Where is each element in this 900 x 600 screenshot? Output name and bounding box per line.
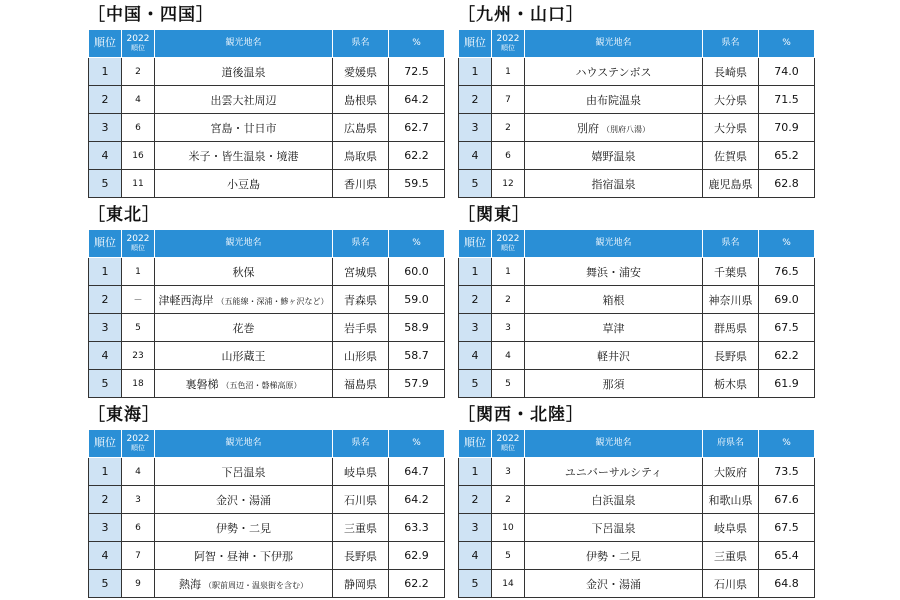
table-header-row [89,30,445,58]
prev-rank-header [492,430,525,458]
pct-cell: 65.2 [759,142,815,170]
pref-cell: 千葉県 [703,258,759,286]
spot-cell [155,514,333,542]
pref-cell: 長崎県 [703,58,759,86]
pref-cell: 長野県 [333,542,389,570]
spot-name: 道後温泉 [221,65,266,79]
spot-name: 宮島・廿日市 [210,121,277,135]
table-row [89,542,445,570]
spot-header: 観光地名 [155,30,333,58]
table-row [89,486,445,514]
prev-rank-cell: 7 [492,86,525,114]
prev-rank-cell: 7 [122,542,155,570]
pct-cell: 76.5 [759,258,815,286]
spot-cell [525,286,703,314]
rank-cell: 5 [459,370,492,398]
rank-header: 順位 [459,30,492,58]
spot-name: 小豆島 [227,177,260,191]
pct-cell: 65.4 [759,542,815,570]
table-row [459,170,815,198]
spot-cell [525,58,703,86]
ranking-table [458,29,815,198]
rank-cell: 4 [459,542,492,570]
pref-cell: 鳥取県 [333,142,389,170]
rank-header: 順位 [89,430,122,458]
rank-cell: 3 [89,314,122,342]
pct-cell: 64.2 [389,86,445,114]
pct-cell: 64.8 [759,570,815,598]
spot-header: 観光地名 [155,230,333,258]
spot-cell [525,570,703,598]
prev-rank-cell: 1 [492,258,525,286]
table-row [459,486,815,514]
prev-rank-cell: 5 [492,542,525,570]
prev-rank-header [492,230,525,258]
pct-cell: 63.3 [389,514,445,542]
table-header-row [89,230,445,258]
spot-cell [155,370,333,398]
table-row [459,58,815,86]
ranking-table [458,429,815,598]
prev-rank-cell: 2 [122,58,155,86]
prev-rank-cell: 2 [492,114,525,142]
rank-cell: 1 [89,458,122,486]
pct-cell: 57.9 [389,370,445,398]
prev-rank-header-label: 順位 [131,43,145,52]
pref-cell: 神奈川県 [703,286,759,314]
prev-rank-header-label: 順位 [501,43,515,52]
rank-cell: 4 [459,342,492,370]
table-row [459,542,815,570]
spot-name: 出雲大社周辺 [210,93,277,107]
pct-cell: 70.9 [759,114,815,142]
pct-cell: 64.2 [389,486,445,514]
rank-cell: 4 [89,542,122,570]
region-panel [458,3,814,198]
rank-header: 順位 [89,230,122,258]
pref-cell: 福島県 [333,370,389,398]
pct-cell: 62.7 [389,114,445,142]
spot-name: 草津 [602,321,625,335]
spot-cell [525,486,703,514]
prev-rank-cell: － [122,286,155,314]
spot-name: 下呂温泉 [221,465,266,479]
table-row [459,142,815,170]
region-panel [88,403,444,598]
pref-header: 県名 [333,230,389,258]
prev-rank-cell: 6 [492,142,525,170]
prev-rank-cell: 10 [492,514,525,542]
prev-rank-header [492,30,525,58]
pct-cell: 59.5 [389,170,445,198]
spot-header: 観光地名 [525,30,703,58]
region-panel [458,203,814,398]
table-row [459,86,815,114]
spot-cell [155,58,333,86]
ranking-table [458,229,815,398]
rank-header: 順位 [89,30,122,58]
pref-cell: 青森県 [333,286,389,314]
pref-cell: 山形県 [333,342,389,370]
table-row [89,458,445,486]
region-panel [88,3,444,198]
prev-rank-header-year: 2022 [126,433,150,444]
rank-cell: 3 [459,314,492,342]
pct-cell: 67.5 [759,314,815,342]
table-row [89,342,445,370]
spot-cell [155,286,333,314]
spot-cell [155,342,333,370]
prev-rank-cell: 3 [492,314,525,342]
region-title: ［九州・山口］ [458,5,584,25]
spot-cell [525,514,703,542]
rank-cell: 3 [89,514,122,542]
pct-cell: 59.0 [389,286,445,314]
pref-cell: 大分県 [703,114,759,142]
spot-note: （五色沼・磐梯高原） [221,380,302,390]
rank-cell: 5 [89,570,122,598]
spot-cell [155,314,333,342]
prev-rank-cell: 4 [122,86,155,114]
pct-header: % [759,430,815,458]
pref-cell: 大分県 [703,86,759,114]
spot-cell [155,114,333,142]
region-title: ［東北］ [88,205,160,225]
table-row [89,286,445,314]
spot-cell [155,458,333,486]
rank-cell: 4 [89,342,122,370]
table-header-row [459,30,815,58]
pct-header: % [389,430,445,458]
pct-cell: 71.5 [759,86,815,114]
ranking-table [88,29,445,198]
prev-rank-header [122,230,155,258]
spot-name: 別府 [577,121,599,135]
pct-cell: 73.5 [759,458,815,486]
spot-cell [525,458,703,486]
spot-name: 米子・皆生温泉・境港 [188,149,299,163]
pref-cell: 宮城県 [333,258,389,286]
spot-cell [525,370,703,398]
spot-name: 下呂温泉 [591,521,636,535]
spot-cell [155,570,333,598]
pref-cell: 群馬県 [703,314,759,342]
spot-name: 白浜温泉 [591,493,636,507]
pct-cell: 58.7 [389,342,445,370]
prev-rank-cell: 1 [492,58,525,86]
rank-cell: 4 [459,142,492,170]
table-row [89,514,445,542]
spot-name: 箱根 [602,293,625,307]
rank-cell: 5 [459,170,492,198]
prev-rank-cell: 5 [122,314,155,342]
prev-rank-header-label: 順位 [501,443,515,452]
region-panel [88,203,444,398]
table-row [89,114,445,142]
spot-cell [525,86,703,114]
prev-rank-cell: 16 [122,142,155,170]
spot-name: 舞浜・浦安 [586,265,641,279]
pref-cell: 鹿児島県 [703,170,759,198]
table-row [89,86,445,114]
pref-header: 県名 [333,30,389,58]
spot-cell [155,86,333,114]
prev-rank-cell: 6 [122,114,155,142]
pref-cell: 佐賀県 [703,142,759,170]
prev-rank-cell: 12 [492,170,525,198]
prev-rank-header-label: 順位 [131,243,145,252]
pct-header: % [759,230,815,258]
spot-name: 由布院温泉 [586,93,641,107]
pref-cell: 岐阜県 [703,514,759,542]
spot-name: 裏磐梯 [185,377,219,391]
spot-name: 熱海 [179,577,201,591]
prev-rank-cell: 6 [122,514,155,542]
spot-name: 指宿温泉 [591,177,636,191]
spot-name: 花巻 [232,321,255,335]
rank-cell: 2 [89,286,122,314]
pct-cell: 60.0 [389,258,445,286]
prev-rank-header-year: 2022 [496,233,520,244]
table-row [89,142,445,170]
table-row [459,314,815,342]
prev-rank-header-year: 2022 [496,433,520,444]
ranking-table [88,229,445,398]
spot-cell [155,486,333,514]
prev-rank-cell: 3 [492,458,525,486]
pref-cell: 三重県 [703,542,759,570]
table-row [89,258,445,286]
pct-cell: 67.5 [759,514,815,542]
rank-cell: 2 [459,86,492,114]
spot-cell [525,114,703,142]
pref-cell: 広島県 [333,114,389,142]
spot-name: 津軽西海岸 [158,293,214,307]
prev-rank-cell: 4 [122,458,155,486]
pref-header: 県名 [703,30,759,58]
prev-rank-header [122,430,155,458]
rank-cell: 1 [459,458,492,486]
pct-header: % [759,30,815,58]
rank-cell: 5 [89,170,122,198]
prev-rank-cell: 5 [492,370,525,398]
spot-cell [525,142,703,170]
spot-header: 観光地名 [525,230,703,258]
table-row [459,114,815,142]
prev-rank-cell: 18 [122,370,155,398]
pref-cell: 大阪府 [703,458,759,486]
spot-name: 金沢・湯涌 [216,493,271,507]
rank-cell: 3 [459,114,492,142]
pct-cell: 61.9 [759,370,815,398]
pref-cell: 岩手県 [333,314,389,342]
table-row [89,370,445,398]
spot-cell [525,170,703,198]
spot-name: 伊勢・二見 [586,549,641,563]
pref-cell: 石川県 [703,570,759,598]
pct-cell: 58.9 [389,314,445,342]
pct-cell: 62.8 [759,170,815,198]
rank-header: 順位 [459,430,492,458]
pref-cell: 和歌山県 [703,486,759,514]
pct-cell: 62.2 [389,142,445,170]
prev-rank-cell: 11 [122,170,155,198]
table-row [89,570,445,598]
rank-cell: 1 [89,58,122,86]
table-row [459,370,815,398]
rank-cell: 1 [459,258,492,286]
spot-cell [155,142,333,170]
spot-name: 軽井沢 [597,349,630,363]
pct-cell: 62.2 [389,570,445,598]
table-row [459,286,815,314]
rank-cell: 1 [459,58,492,86]
prev-rank-cell: 4 [492,342,525,370]
table-row [459,258,815,286]
table-row [459,570,815,598]
pct-cell: 69.0 [759,286,815,314]
rank-cell: 3 [89,114,122,142]
table-row [459,342,815,370]
pref-cell: 愛媛県 [333,58,389,86]
pref-header: 府県名 [703,430,759,458]
pref-cell: 岐阜県 [333,458,389,486]
rank-cell: 4 [89,142,122,170]
prev-rank-cell: 14 [492,570,525,598]
rank-cell: 2 [89,86,122,114]
spot-note: （駅前周辺・温泉街を含む） [204,580,308,590]
spot-cell [525,342,703,370]
pct-cell: 67.6 [759,486,815,514]
pref-header: 県名 [703,230,759,258]
table-header-row [89,430,445,458]
prev-rank-header-label: 順位 [131,443,145,452]
pref-cell: 長野県 [703,342,759,370]
spot-name: 伊勢・二見 [216,521,271,535]
pct-cell: 62.2 [759,342,815,370]
region-title: ［関東］ [458,205,530,225]
spot-cell [525,258,703,286]
spot-name: 山形蔵王 [221,349,266,363]
spot-cell [525,542,703,570]
table-row [459,514,815,542]
spot-header: 観光地名 [155,430,333,458]
pref-cell: 石川県 [333,486,389,514]
pct-header: % [389,230,445,258]
region-panel [458,403,814,598]
rank-cell: 3 [459,514,492,542]
prev-rank-header-year: 2022 [126,233,150,244]
spot-cell [155,170,333,198]
spot-name: ハウステンボス [575,65,652,79]
pref-cell: 島根県 [333,86,389,114]
table-row [459,458,815,486]
spot-name: ユニバーサルシティ [564,465,663,479]
spot-name: 嬉野温泉 [591,149,636,163]
spot-name: 金沢・湯涌 [586,577,641,591]
prev-rank-header [122,30,155,58]
pref-cell: 三重県 [333,514,389,542]
prev-rank-header-year: 2022 [496,33,520,44]
pct-cell: 64.7 [389,458,445,486]
pref-cell: 静岡県 [333,570,389,598]
rank-cell: 1 [89,258,122,286]
spot-note: （五能線・深浦・鯵ヶ沢など） [216,296,329,306]
rank-cell: 2 [459,286,492,314]
spot-cell [155,258,333,286]
pct-header: % [389,30,445,58]
spot-header: 観光地名 [525,430,703,458]
pct-cell: 62.9 [389,542,445,570]
spot-note: （別府八湯） [602,124,650,134]
prev-rank-cell: 2 [492,486,525,514]
spot-name: 秋保 [232,265,255,279]
region-title: ［中国・四国］ [88,5,214,25]
spot-name: 那須 [602,377,625,391]
pref-cell: 栃木県 [703,370,759,398]
prev-rank-cell: 1 [122,258,155,286]
ranking-table [88,429,445,598]
prev-rank-cell: 23 [122,342,155,370]
region-title: ［東海］ [88,405,160,425]
rank-cell: 2 [459,486,492,514]
prev-rank-cell: 3 [122,486,155,514]
rank-cell: 5 [459,570,492,598]
pct-cell: 72.5 [389,58,445,86]
table-header-row [459,230,815,258]
prev-rank-header-year: 2022 [126,33,150,44]
prev-rank-cell: 9 [122,570,155,598]
pct-cell: 74.0 [759,58,815,86]
rank-header: 順位 [459,230,492,258]
spot-cell [155,542,333,570]
region-title: ［関西・北陸］ [458,405,584,425]
table-row [89,58,445,86]
prev-rank-header-label: 順位 [501,243,515,252]
spot-cell [525,314,703,342]
pref-header: 県名 [333,430,389,458]
spot-name: 阿智・昼神・下伊那 [194,549,293,563]
prev-rank-cell: 2 [492,286,525,314]
rank-cell: 5 [89,370,122,398]
rank-cell: 2 [89,486,122,514]
table-header-row [459,430,815,458]
table-row [89,314,445,342]
table-row [89,170,445,198]
pref-cell: 香川県 [333,170,389,198]
